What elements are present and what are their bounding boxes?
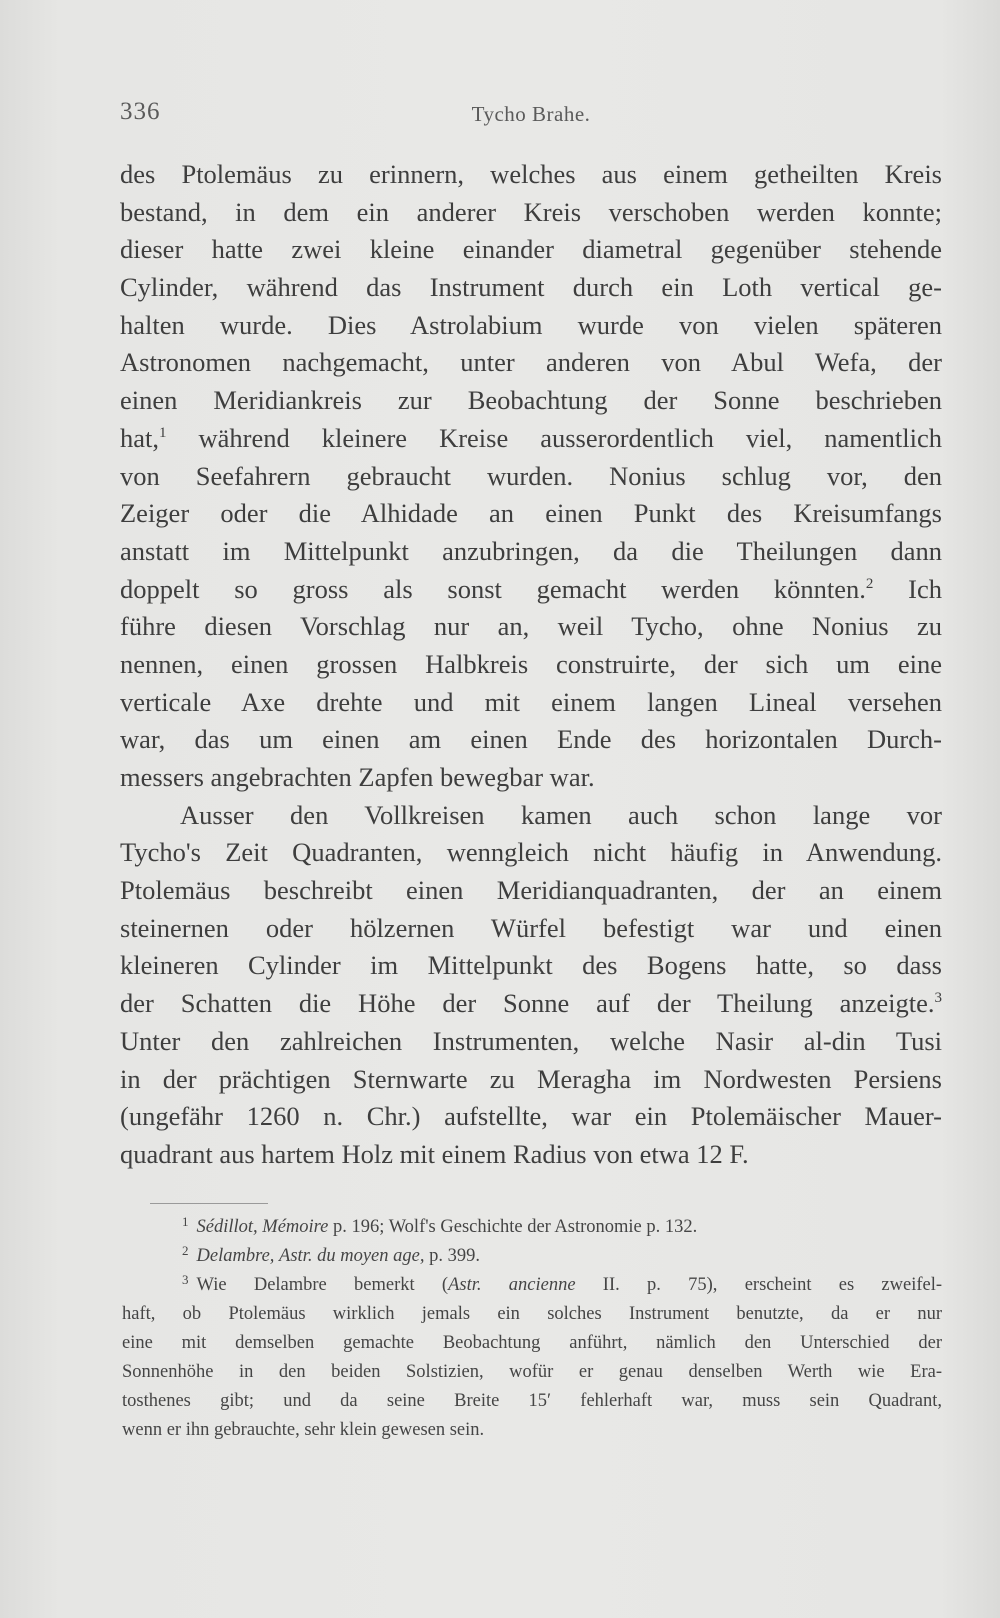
footnote-author: Delambre, — [196, 1246, 275, 1266]
text-line: anstatt im Mittelpunkt anzubringen, da die Theilungen dann — [120, 535, 942, 566]
paragraph-start-line: Ausser den Vollkreisen kamen auch schon lange vor — [180, 799, 942, 830]
text-line: steinernen oder hölzernen Würfel befestigt war und einen — [120, 912, 942, 943]
footnote-mark: 2 — [182, 1243, 189, 1258]
text-line: Tycho's Zeit Quadranten, wenngleich nicht häufig in Anwendung. — [120, 837, 942, 868]
text-line-with-footnote — [120, 571, 942, 609]
footnote-divider — [150, 1203, 268, 1204]
running-title: Tycho Brahe. — [471, 102, 591, 126]
footnote-mark: 3 — [182, 1272, 189, 1287]
footnote-text: Wie Delambre bemerkt ( — [196, 1275, 449, 1295]
footnote-reference: 2 — [865, 575, 874, 592]
text-fragment: Ich — [873, 573, 943, 604]
footnote-text: p. 196; Wolf's Geschichte der Astronomie p. 132. — [328, 1217, 698, 1237]
footnote-line: Sonnenhöhe in den beiden Solstizien, wofür er genau denselben Werth wie Era- — [122, 1362, 942, 1382]
footnote-line: haft, ob Ptolemäus wirklich jemals ein solches Instrument benutzte, da er nur — [122, 1304, 942, 1324]
text-line: war, das um einen am einen Ende des horizontalen Durch- — [120, 724, 942, 755]
footnotes — [122, 1213, 942, 1445]
text-line: messers angebrachten Zapfen bewegbar war. — [120, 762, 595, 792]
text-line: Zeiger oder die Alhidade an einen Punkt des Kreisumfangs — [120, 498, 942, 529]
text-line: nennen, einen grossen Halbkreis construirte, der sich um eine — [120, 648, 942, 679]
text-line: halten wurde. Dies Astrolabium wurde von vielen späteren — [120, 309, 942, 340]
text-line: einen Meridiankreis zur Beobachtung der Sonne beschrieben — [120, 385, 942, 416]
footnote-text: II. p. 75), erscheint es zweifel- — [575, 1275, 943, 1295]
footnote-2 — [122, 1242, 942, 1271]
text-line: des Ptolemäus zu erinnern, welches aus einem getheilten Kreis — [120, 159, 942, 189]
footnote-author: Sédillot, — [196, 1217, 258, 1237]
text-line: von Seefahrern gebraucht wurden. Nonius schlug vor, den — [120, 460, 942, 491]
text-line: bestand, in dem ein anderer Kreis verschoben werden konnte; — [120, 196, 942, 227]
text-line: quadrant aus hartem Holz mit einem Radius von etwa 12 F. — [120, 1138, 749, 1169]
text-line: führe diesen Vorschlag nur an, weil Tycho, ohne Nonius zu — [120, 611, 942, 642]
footnote-work: Astr. du moyen age, — [279, 1246, 425, 1266]
text-line: in der prächtigen Sternwarte zu Meragha im Nordwesten Persiens — [120, 1063, 942, 1094]
text-fragment: der Schatten die Höhe der Sonne auf der Theilung anzeigte. — [120, 988, 935, 1019]
footnote-work: Astr. ancienne — [448, 1275, 576, 1295]
text-line: (ungefähr 1260 n. Chr.) aufstellte, war ein Ptolemäischer Mauer- — [120, 1101, 942, 1132]
text-line-with-footnote — [120, 985, 942, 1023]
page-number: 336 — [120, 98, 161, 125]
text-line-with-footnote — [120, 420, 942, 458]
footnote-line: eine mit demselben gemachte Beobachtung anführt, nämlich den Unterschied der — [122, 1333, 942, 1353]
text-line: dieser hatte zwei kleine einander diametral gegenüber stehende — [120, 234, 942, 265]
text-fragment: während kleinere Kreise ausserordentlich viel, namentlich — [166, 422, 942, 453]
text-line: kleineren Cylinder im Mittelpunkt des Bogens hatte, so dass — [120, 950, 942, 981]
footnote-line: wenn er ihn gebrauchte, sehr klein gewesen sein. — [122, 1420, 485, 1440]
footnote-reference: 1 — [159, 424, 167, 441]
footnote-mark: 1 — [182, 1214, 189, 1229]
footnote-line: tosthenes gibt; und da seine Breite 15′ fehlerhaft war, muss sein Quadrant, — [122, 1391, 942, 1411]
text-line: Astronomen nachgemacht, unter anderen von Abul Wefa, der — [120, 347, 942, 378]
text-line: verticale Axe drehte und mit einem langen Lineal versehen — [120, 686, 942, 717]
text-line: Cylinder, während das Instrument durch ein Loth vertical ge- — [120, 272, 942, 303]
footnote-reference: 3 — [934, 990, 942, 1007]
running-head — [120, 98, 942, 134]
footnote-work: Mémoire — [262, 1217, 329, 1237]
text-fragment: hat, — [120, 422, 159, 453]
body-text — [120, 156, 942, 1174]
footnote-text: p. 399. — [424, 1246, 480, 1266]
footnote-3 — [122, 1271, 942, 1300]
footnote-1 — [122, 1213, 942, 1242]
text-fragment: doppelt so gross als sonst gemacht werden könnten. — [120, 573, 866, 604]
text-line: Unter den zahlreichen Instrumenten, welche Nasir al-din Tusi — [120, 1025, 942, 1056]
text-line: Ptolemäus beschreibt einen Meridianquadranten, der an einem — [120, 875, 942, 906]
